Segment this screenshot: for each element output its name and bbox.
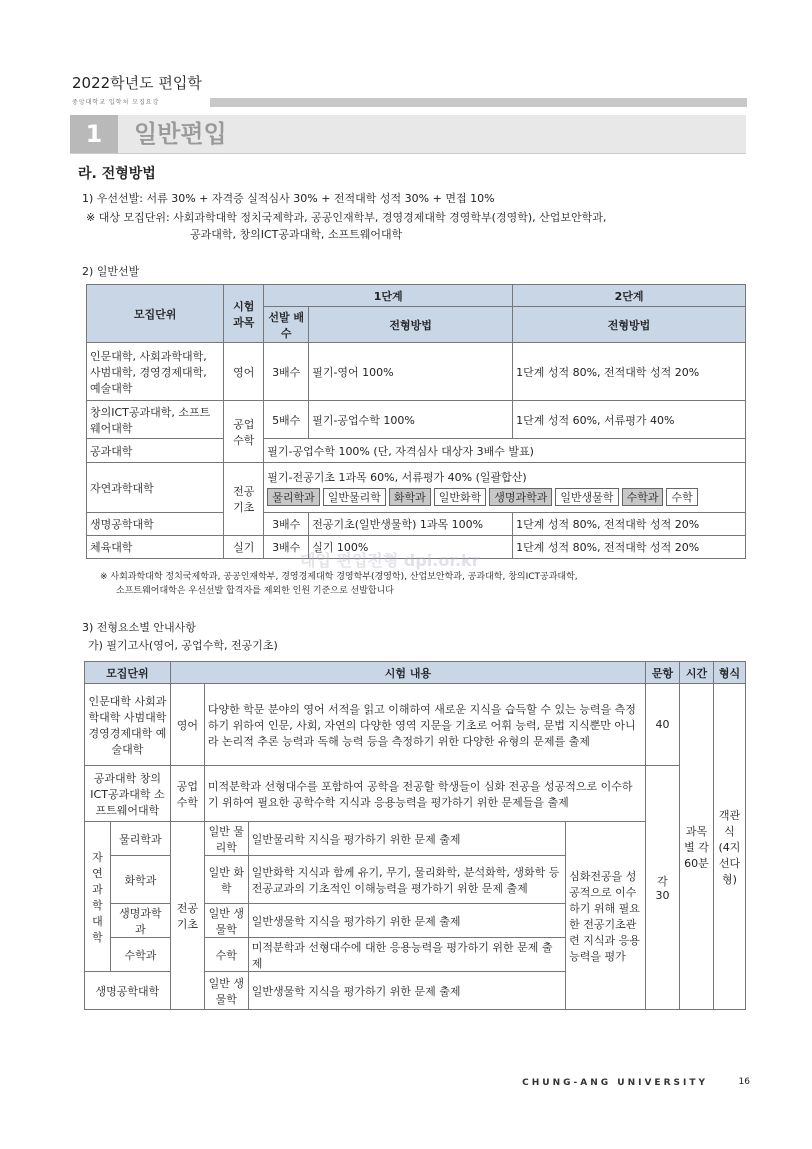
table-cell: 자연과학대학 (87, 463, 224, 513)
priority-selection-text: 1) 우선선발: 서류 30% + 자격증 실적심사 30% + 전적대학 성적 30% + 면접 10% (82, 192, 495, 205)
col-header-format: 형식 (713, 662, 745, 684)
table-cell: 일반생물학 지식을 평가하기 위한 문제 출제 (248, 904, 565, 938)
table-cell: 자연과학대학 (85, 822, 111, 972)
table-cell: 일반 생물학 (204, 904, 248, 938)
dept-chip: 수학과 (622, 488, 664, 506)
table-cell: 일반 물리학 (204, 822, 248, 856)
table-cell: 인문대학, 사회과학대학, 사범대학, 경영경제대학, 예술대학 (87, 343, 224, 401)
table-cell: 일반 생물학 (204, 972, 248, 1010)
table-cell: 일반물리학 지식을 평가하기 위한 문제 출제 (248, 822, 565, 856)
target-units-note: ※ 대상 모집단위: 사회과학대학 정치국제학과, 공공인재학부, 경영경제대학 경영학부(경영학), 산업보안학과, (86, 211, 607, 224)
document-subtitle: 중앙대학교 입학처 모집요강 (72, 99, 160, 106)
table-cell: 일반 화학 (204, 856, 248, 904)
subject-chip: 일반생물학 (555, 488, 618, 506)
col-header-subject: 시험 과목 (224, 285, 264, 343)
table-cell: 미적분학과 선형대수에 대한 응용능력을 평가하기 위한 문제 출제 (248, 938, 565, 972)
col-header-unit: 모집단위 (87, 285, 224, 343)
table-cell: 심화전공을 성공적으로 이수하기 위해 필요한 전공기초관련 지식과 응용능력을 평가 (566, 822, 646, 1010)
table-cell: 생명공학대학 (87, 513, 224, 536)
table-cell: 1단계 성적 80%, 전적대학 성적 20% (513, 536, 746, 559)
table-cell: 생명과학과 (110, 904, 170, 938)
table-cell: 3배수 (264, 343, 309, 401)
table-cell: 1단계 성적 80%, 전적대학 성적 20% (513, 343, 746, 401)
table-cell: 3배수 (264, 513, 309, 536)
table-cell: 실기 (224, 536, 264, 559)
table-cell: 40 (646, 684, 680, 766)
table-cell: 과목별 각 60분 (679, 684, 713, 1010)
table-cell: 각 30 (646, 766, 680, 1010)
table-cell: 화학과 (110, 856, 170, 904)
footer-brand: CHUNG-ANG UNIVERSITY (522, 1078, 708, 1088)
dept-chip: 화학과 (389, 488, 431, 506)
table-cell: 수학 (204, 938, 248, 972)
table-cell: 일반화학 지식과 함께 유기, 무기, 물리화학, 분석화학, 생화학 등 전공교과의 기초적인 이해능력을 평가하기 위한 문제 출제 (248, 856, 565, 904)
col-header-questions: 문항 (646, 662, 680, 684)
col-header-ratio: 선발 배수 (264, 307, 309, 343)
col-header-content: 시험 내용 (170, 662, 645, 684)
table-cell: 창의ICT공과대학, 소프트웨어대학 (87, 401, 224, 439)
table-cell: 1단계 성적 60%, 서류평가 40% (513, 401, 746, 439)
table-cell (264, 463, 746, 513)
table-cell: 인문대학 사회과학대학 사범대학 경영경제대학 예술대학 (85, 684, 171, 766)
dept-chip: 물리학과 (267, 488, 320, 506)
target-units-note-2: 공과대학, 창의ICT공과대학, 소프트웨어대학 (190, 228, 403, 241)
col-header-unit: 모집단위 (85, 662, 171, 684)
table-note-2: 소프트웨어대학은 우선선발 합격자를 제외한 인원 기준으로 선발합니다 (116, 586, 394, 596)
col-header-stage2: 2단계 (513, 285, 746, 307)
written-exam-label: 가) 필기고사(영어, 공업수학, 전공기초) (88, 639, 278, 652)
page-number: 16 (738, 1077, 750, 1087)
written-exam-table (84, 661, 746, 1010)
general-selection-label: 2) 일반선발 (82, 265, 140, 278)
table-cell: 공과대학 (87, 439, 224, 463)
table-cell: 전공기초(일반생물학) 1과목 100% (309, 513, 513, 536)
element-guide-label: 3) 전형요소별 안내사항 (82, 621, 196, 634)
col-header-time: 시간 (679, 662, 713, 684)
subject-chip: 수학 (666, 488, 697, 506)
subject-chip: 일반물리학 (323, 488, 386, 506)
dept-chip: 생명과학과 (489, 488, 552, 506)
table-cell: 3배수 (264, 536, 309, 559)
section-number: 1 (70, 115, 118, 153)
col-header-method1: 전형방법 (309, 307, 513, 343)
table-cell: 1단계 성적 80%, 전적대학 성적 20% (513, 513, 746, 536)
table-cell: 일반생물학 지식을 평가하기 위한 문제 출제 (248, 972, 565, 1010)
col-header-stage1: 1단계 (264, 285, 513, 307)
selection-method-table (86, 284, 746, 559)
table-cell: 전공 기초 (224, 463, 264, 536)
table-cell: 미적분학과 선형대수를 포함하여 공학을 전공할 학생들이 심화 전공을 성공적으로 이수하기 위하여 필요한 공학수학 지식과 응용능력을 평가하기 위한 문제들을 출제 (204, 766, 645, 822)
watermark: 대입 편입전형 dpi.or.kr (300, 551, 480, 570)
document-title: 2022학년도 편입학 (72, 74, 202, 92)
table-note-1: ※ 사회과학대학 정치국제학과, 공공인재학부, 경영경제대학 경영학부(경영학), 산업보안학과, 공과대학, 창의ICT공과대학, (100, 572, 578, 582)
table-cell: 수학과 (110, 938, 170, 972)
subject-chip: 일반화학 (434, 488, 487, 506)
table-cell: 생명공학대학 (85, 972, 171, 1010)
table-cell: 전공 기초 (170, 822, 204, 1010)
table-cell: 객관식 (4지선다형) (713, 684, 745, 1010)
table-cell: 공과대학 창의ICT공과대학 소프트웨어대학 (85, 766, 171, 822)
natural-sciences-method: 필기-전공기초 1과목 60%, 서류평가 40% (일괄합산) (267, 471, 527, 484)
table-cell: 물리학과 (110, 822, 170, 856)
section-title: 일반편입 (134, 120, 227, 148)
table-cell: 영어 (170, 684, 204, 766)
dept-subject-list (267, 488, 742, 506)
table-cell: 실기 100% (309, 536, 513, 559)
header-bar (210, 98, 747, 107)
table-cell: 다양한 학문 분야의 영어 서적을 읽고 이해하여 새로운 지식을 습득할 수 있는 능력을 측정하기 위하여 인문, 사회, 자연의 다양한 영역 지문을 기초로 어휘 능력, 문법 지식뿐만 아니라 논리적 추론 능력과 독해 능력 등을 측정하기 위한 다양한 유형의 문제를 출제 (204, 684, 645, 766)
table-cell: 체육대학 (87, 536, 224, 559)
col-header-method2: 전형방법 (513, 307, 746, 343)
subsection-heading: 라. 전형방법 (78, 166, 156, 182)
table-cell: 필기-공업수학 100% (309, 401, 513, 439)
table-cell: 필기-공업수학 100% (단, 자격심사 대상자 3배수 발표) (264, 439, 746, 463)
table-cell: 공업 수학 (224, 401, 264, 463)
table-cell: 영어 (224, 343, 264, 401)
table-cell: 공업 수학 (170, 766, 204, 822)
table-cell: 필기-영어 100% (309, 343, 513, 401)
table-cell: 5배수 (264, 401, 309, 439)
